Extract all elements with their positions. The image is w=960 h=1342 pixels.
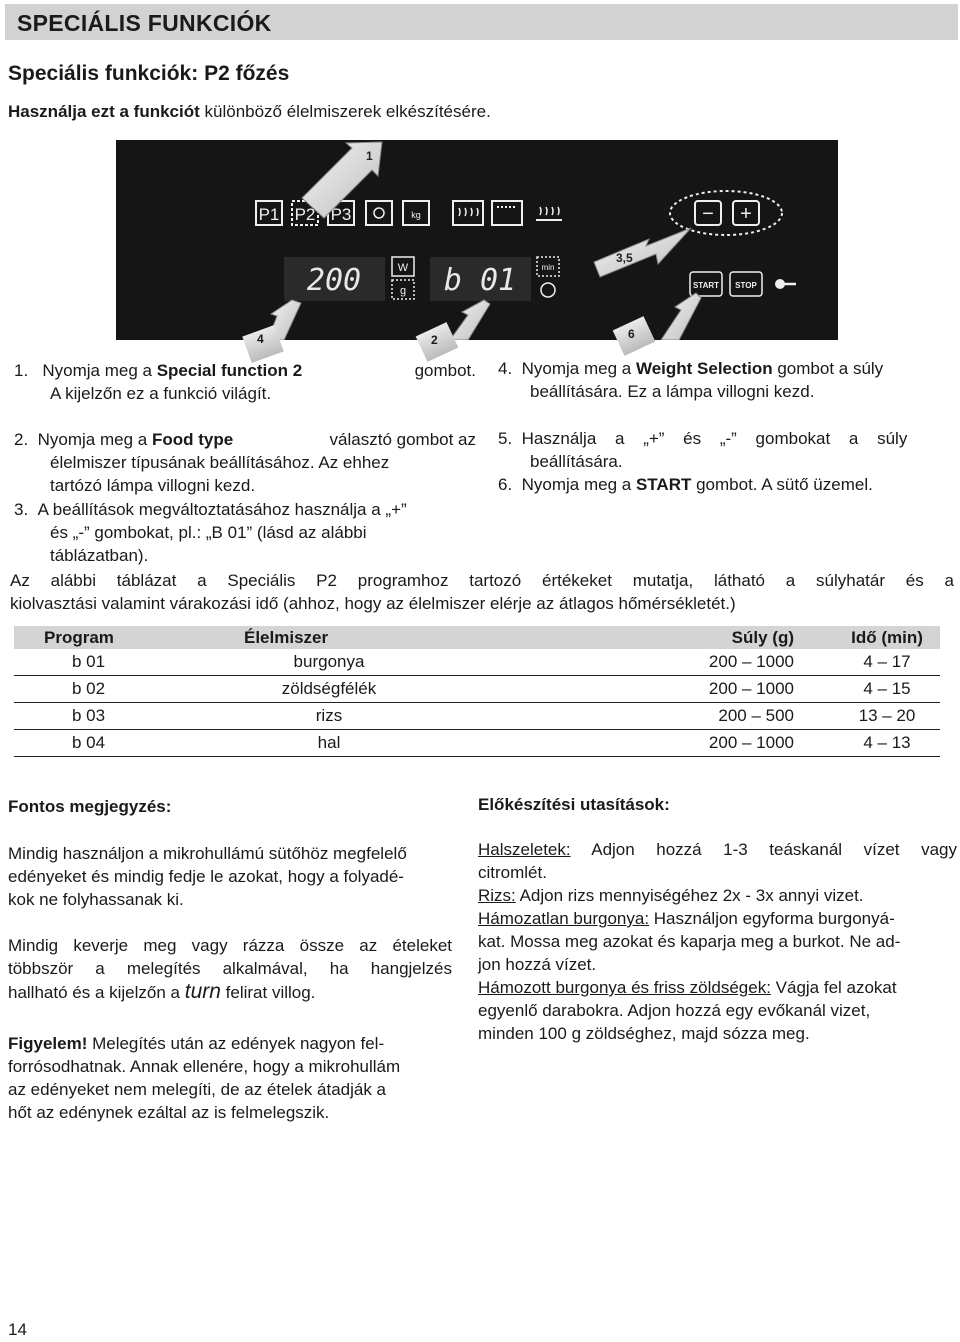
min-label: min — [541, 263, 555, 272]
step-2-bold: Food type — [151, 430, 234, 449]
table-cell: 4 – 15 — [834, 676, 940, 703]
defrost-icon[interactable] — [366, 201, 392, 225]
p1-label: P1 — [258, 205, 280, 224]
step-3-line1: A beállítások megváltoztatásához használja a „+” — [37, 500, 407, 519]
prep-list — [478, 838, 957, 1045]
p2-label: P2 — [294, 205, 316, 224]
table-row — [14, 703, 940, 730]
step-5-line2: beállítására. — [530, 452, 623, 471]
gram-label: g — [399, 285, 407, 297]
step-5-num: 5. — [498, 429, 513, 448]
step-4-text-c: gombot a súly — [772, 359, 884, 378]
weight-label: W — [397, 262, 409, 274]
table-cell: 4 – 13 — [834, 730, 940, 757]
weight-defrost-icon[interactable] — [403, 201, 429, 225]
time-button[interactable] — [537, 257, 559, 297]
notes-warning-bold: Figyelem! — [8, 1034, 88, 1053]
step-4 — [498, 357, 953, 403]
col-food: Élelmiszer — [174, 626, 504, 649]
key-lock-icon — [775, 279, 796, 289]
step-6-text-c: gombot. A sütő üzemel. — [691, 475, 873, 494]
table-cell: 200 – 1000 — [504, 649, 834, 676]
step-6-text-a: Nyomja meg a — [521, 475, 636, 494]
table-cell: 200 – 1000 — [504, 676, 834, 703]
notes-p2-line1: Mindig keverje meg vagy rázza össze az ételeket — [8, 936, 452, 955]
prep-rice-label: Rizs: — [478, 886, 516, 905]
display-left — [284, 257, 385, 301]
prep-title: Előkészítési utasítások: — [478, 795, 670, 814]
prep-peeled-line2: egyenlő darabokra. Adjon hozzá egy evőkanál vizet, — [478, 1001, 871, 1020]
step-5 — [498, 427, 953, 496]
step-2 — [14, 428, 476, 497]
clock-icon — [541, 283, 555, 297]
prep-peeled-line3: minden 100 g zöldséghez, majd sózza meg. — [478, 1024, 810, 1043]
prep-unpeeled-text: Használjon egyforma burgonyá- — [649, 909, 895, 928]
notes-p1-line2: edényeket és mindig fedje le azokat, hogy a folyadé- — [8, 867, 404, 886]
step-3-line2: és „-” gombokat, pl.: „B 01” (lásd az alábbi — [50, 523, 367, 542]
notes-p3-line2: forrósodhatnak. Annak ellenére, hogy a mikrohullám — [8, 1057, 401, 1076]
minus-button[interactable] — [695, 201, 721, 225]
table-cell: zöldségfélék — [174, 676, 504, 703]
notes-p2-line3c: felirat villog. — [220, 983, 316, 1002]
step-3-line3: táblázatban). — [50, 546, 149, 565]
step-4-num: 4. — [498, 359, 513, 378]
table-intro-line1: Az alábbi táblázat a Speciális P2 programhoz tartozó értékeket mutatja, látható a súlyhatár és a — [10, 571, 954, 590]
notes-paragraph-2 — [8, 934, 452, 1004]
display-right — [430, 257, 531, 301]
section-header — [5, 4, 958, 40]
callout-6 — [661, 293, 701, 340]
prep-fish-text: Adjon hozzá 1-3 teáskanál vízet vagy — [570, 840, 957, 859]
table-cell: b 02 — [14, 676, 174, 703]
table-cell: 200 – 1000 — [504, 730, 834, 757]
step-1 — [14, 359, 476, 405]
start-label: START — [692, 281, 720, 290]
callout-4-label: 4 — [257, 332, 264, 346]
prep-peeled-label: Hámozott burgonya és friss zöldségek: — [478, 978, 771, 997]
start-button[interactable] — [690, 272, 722, 296]
top-heat-icon[interactable] — [492, 201, 522, 225]
notes-paragraph-1 — [8, 842, 452, 911]
step-3 — [14, 498, 476, 567]
prep-fish-line2: citromlét. — [478, 863, 547, 882]
col-weight: Súly (g) — [504, 626, 834, 649]
step-4-line2: beállítására. Ez a lámpa villogni kezd. — [530, 382, 815, 401]
table-cell: 200 – 500 — [504, 703, 834, 730]
step-2-line2: élelmiszer típusának beállításához. Az ehhez — [50, 453, 390, 472]
p1-button[interactable] — [256, 201, 282, 225]
notes-p1-line1: Mindig használjon a mikrohullámú sütőhöz megfelelő — [8, 844, 407, 863]
notes-p2-line3a: hallható és a kijelzőn a — [8, 983, 185, 1002]
weight-button[interactable] — [392, 257, 414, 299]
display-right-value: b 01 — [443, 263, 517, 298]
step-1-text-c: gombot. — [414, 361, 476, 380]
notes-p3-line4: hőt az edénynek ezáltal az is felmelegszik. — [8, 1103, 330, 1122]
table-row — [14, 730, 940, 757]
stop-label: STOP — [735, 281, 757, 290]
table-cell: 4 – 17 — [834, 649, 940, 676]
step-1-line2: A kijelzőn ez a funkció világít. — [50, 384, 272, 403]
callout-1-label: 1 — [366, 149, 373, 163]
intro-bold: Használja ezt a funkciót — [8, 102, 200, 121]
table-cell: b 04 — [14, 730, 174, 757]
callout-3-5 — [594, 228, 691, 277]
intro-rest: különböző élelmiszerek elkészítésére. — [199, 102, 491, 121]
table-cell: rizs — [174, 703, 504, 730]
step-2-text-a: Nyomja meg a — [37, 430, 152, 449]
program-table — [14, 626, 940, 757]
step-2-num: 2. — [14, 430, 29, 449]
prep-fish-label: Halszeletek: — [478, 840, 571, 859]
table-header-row — [14, 626, 940, 649]
stop-button[interactable] — [730, 272, 762, 296]
step-6-num: 6. — [498, 475, 513, 494]
step-3-num: 3. — [14, 500, 29, 519]
page-subtitle: Speciális funkciók: P2 főzés — [8, 62, 290, 85]
step-1-bold: Special function 2 — [156, 361, 303, 380]
notes-turn-word: turn — [184, 980, 221, 1003]
col-time: Idő (min) — [834, 626, 940, 649]
table-row — [14, 649, 940, 676]
step-6-bold: START — [635, 475, 692, 494]
step-2-line3: tartózó lámpa villogni kezd. — [50, 476, 256, 495]
notes-title: Fontos megjegyzés: — [8, 797, 172, 816]
table-cell: 13 – 20 — [834, 703, 940, 730]
callout-6-label: 6 — [628, 327, 635, 341]
control-panel-image — [116, 140, 838, 340]
table-cell: b 03 — [14, 703, 174, 730]
plus-button[interactable] — [733, 201, 759, 225]
intro-text — [8, 102, 491, 122]
steam-icon[interactable] — [536, 207, 562, 220]
table-cell: burgonya — [174, 649, 504, 676]
callout-3-5-label: 3,5 — [616, 251, 633, 265]
notes-paragraph-3 — [8, 1032, 452, 1124]
notes-p3-line3: az edényeket nem melegíti, de az ételek átadják a — [8, 1080, 387, 1099]
table-intro — [10, 569, 954, 615]
prep-unpeeled-line3: jon hozzá vízet. — [478, 955, 597, 974]
minus-label: − — [702, 203, 714, 225]
prep-unpeeled-line2: kat. Mossa meg azokat és kaparja meg a burkot. Ne ad- — [478, 932, 901, 951]
table-row — [14, 676, 940, 703]
notes-p1-line3: kok ne folyhassanak ki. — [8, 890, 184, 909]
prep-rice-text: Adjon rizs mennyiségéhez 2x - 3x annyi vizet. — [515, 886, 864, 905]
prep-peeled-text: Vágja fel azokat — [770, 978, 897, 997]
step-4-bold: Weight Selection — [635, 359, 773, 378]
table-intro-line2: kiolvasztási valamint várakozási idő (ahhoz, hogy az élelmiszer elérje az átlagos hőmérsékletét.) — [10, 594, 736, 613]
step-4-text-a: Nyomja meg a — [521, 359, 636, 378]
table-cell: hal — [174, 730, 504, 757]
plus-label: + — [740, 203, 752, 225]
step-5-line1: Használja a „+” és „-” gombokat a súly — [521, 429, 908, 448]
svg-text:kg: kg — [411, 210, 421, 220]
table-cell: b 01 — [14, 649, 174, 676]
callout-2 — [450, 300, 490, 340]
callout-2-label: 2 — [431, 333, 438, 347]
step-1-num: 1. — [14, 361, 29, 380]
page-number: 14 — [8, 1320, 27, 1339]
section-title: SPECIÁLIS FUNKCIÓK — [17, 10, 272, 36]
p3-label: P3 — [330, 205, 352, 224]
step-2-text-c: választó gombot az — [329, 430, 476, 449]
notes-p2-line2: többször a melegítés alkalmával, ha hangjelzés — [8, 959, 452, 978]
col-program: Program — [14, 626, 174, 649]
step-1-text-a: Nyomja meg a — [42, 361, 157, 380]
control-panel-svg — [116, 140, 838, 340]
display-left-value: 200 — [306, 263, 362, 298]
grill-icon[interactable] — [453, 201, 483, 225]
prep-unpeeled-label: Hámozatlan burgonya: — [478, 909, 650, 928]
notes-p3-line1: Melegítés után az edények nagyon fel- — [87, 1034, 385, 1053]
